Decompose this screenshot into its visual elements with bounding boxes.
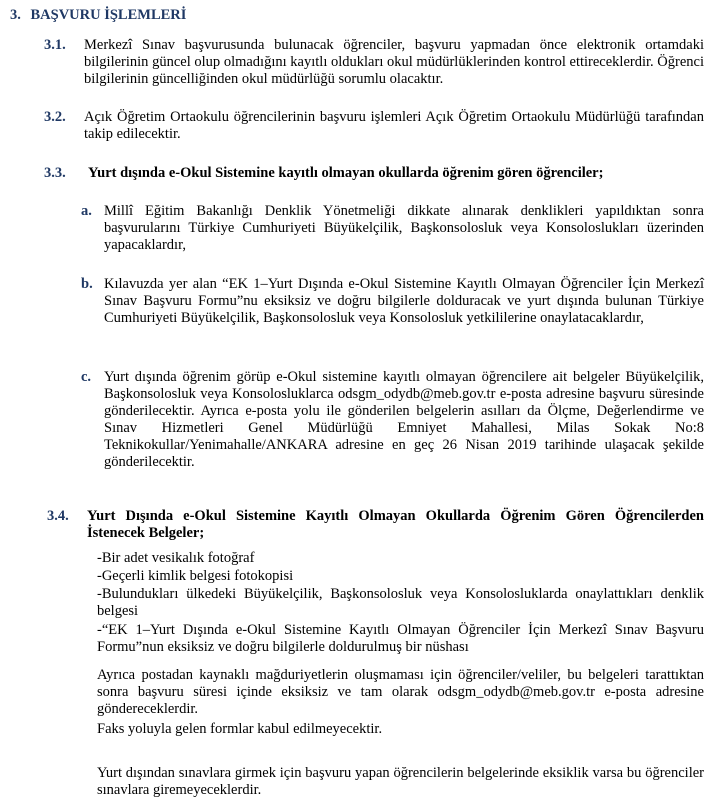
item-text-3-1: Merkezî Sınav başvurusunda bulunacak öğrenciler, başvuru yapmadan önce elektronik ortamdaki bilgilerinin güncel olup olmadığını kayıtlı oldukları okul müdürlüklerinden kontrol ettireceklerdir. Öğrenci bilgilerinin güncelliğinden okul müdürlüğü sorumlu olacaktır.: [84, 37, 704, 87]
section-heading: [10, 7, 186, 24]
item-number-3-1: 3.1.: [44, 37, 66, 53]
doc-item-id: -Geçerli kimlik belgesi fotokopisi: [97, 568, 294, 584]
sub-letter-b: b.: [81, 276, 93, 292]
note-missing-documents: Yurt dışından sınavlara girmek için başvuru yapan öğrencilerin belgelerinde eksiklik varsa bu öğrenciler sınavlara giremeyeceklerdir.: [97, 765, 704, 798]
section-title: BAŞVURU İŞLEMLERİ: [30, 7, 187, 23]
doc-item-equivalence: -Bulundukları ülkedeki Büyükelçilik, Başkonsolosluk veya Konsolosluklarda onaylattıkları denklik belgesi: [97, 586, 704, 619]
note-fax: Faks yoluyla gelen formlar kabul edilmeyecektir.: [97, 721, 383, 737]
sub-text-c: Yurt dışında öğrenim görüp e-Okul sistemine kayıtlı olmayan öğrencilere ait belgeler Büyükelçilik, Başkonsolosluk veya Konsolosluklarca odsgm_odydb@meb.gov.tr e-posta adresine başvuru süresinde gönderilecektir. Ayrıca e-posta yolu ile gönderilen belgelerin asılları da Ölçme, Değerlendirme ve Sınav Hizmetleri Genel Müdürlüğü Emniyet Mahallesi, Milas Sokak No:8 Teknikokullar/Yenimahalle/ANKARA adresine en geç 26 Nisan 2019 tarihinde ulaşacak şekilde gönderilecektir.: [104, 369, 704, 470]
item-number-3-2: 3.2.: [44, 109, 66, 125]
item-number-3-4: 3.4.: [47, 508, 69, 524]
doc-item-photo: -Bir adet vesikalık fotoğraf: [97, 550, 255, 566]
sub-letter-a: a.: [81, 203, 92, 219]
sub-letter-c: c.: [81, 369, 92, 385]
item-heading-3-3: Yurt dışında e-Okul Sistemine kayıtlı olmayan okullarda öğrenim gören öğrenciler;: [88, 165, 604, 181]
item-number-3-3: 3.3.: [44, 165, 66, 181]
sub-text-b: Kılavuzda yer alan “EK 1–Yurt Dışında e-Okul Sistemine Kayıtlı Olmayan Öğrenciler İçin Merkezî Sınav Başvuru Formu”nu eksiksiz ve doğru bilgilerle dolduracak ve yurt dışında bulunan Türkiye Cumhuriyeti Büyükelçilik, Başkonsolosluk veya Konsolosluk yetkililerine onaylatacaklardır,: [104, 276, 704, 326]
note-email: Ayrıca postadan kaynaklı mağduriyetlerin oluşmaması için öğrenciler/veliler, bu belgeleri tarattıktan sonra başvuru süresi içinde eksiksiz ve tam olarak odsgm_odydb@meb.gov.tr e-posta adresine göndereceklerdir.: [97, 667, 704, 717]
doc-item-form: -“EK 1–Yurt Dışında e-Okul Sistemine Kayıtlı Olmayan Öğrenciler İçin Merkezî Sınav Başvuru Formu”nun eksiksiz ve doğru bilgilerle doldurulmuş bir nüshası: [97, 622, 704, 655]
sub-text-a: Millî Eğitim Bakanlığı Denklik Yönetmeliği dikkate alınarak denklikleri yapıldıktan sonra başvurularını Türkiye Cumhuriyeti Büyükelçilik, Başkonsolosluk veya Konsoloslukları üzerinden yapacaklardır,: [104, 203, 704, 253]
section-number: 3.: [10, 7, 21, 23]
item-text-3-2: Açık Öğretim Ortaokulu öğrencilerinin başvuru işlemleri Açık Öğretim Ortaokulu Müdürlüğü tarafından takip edilecektir.: [84, 109, 704, 142]
item-heading-3-4: Yurt Dışında e-Okul Sistemine Kayıtlı Olmayan Okullarda Öğrenim Gören Öğrencilerden İstenecek Belgeler;: [87, 508, 704, 541]
